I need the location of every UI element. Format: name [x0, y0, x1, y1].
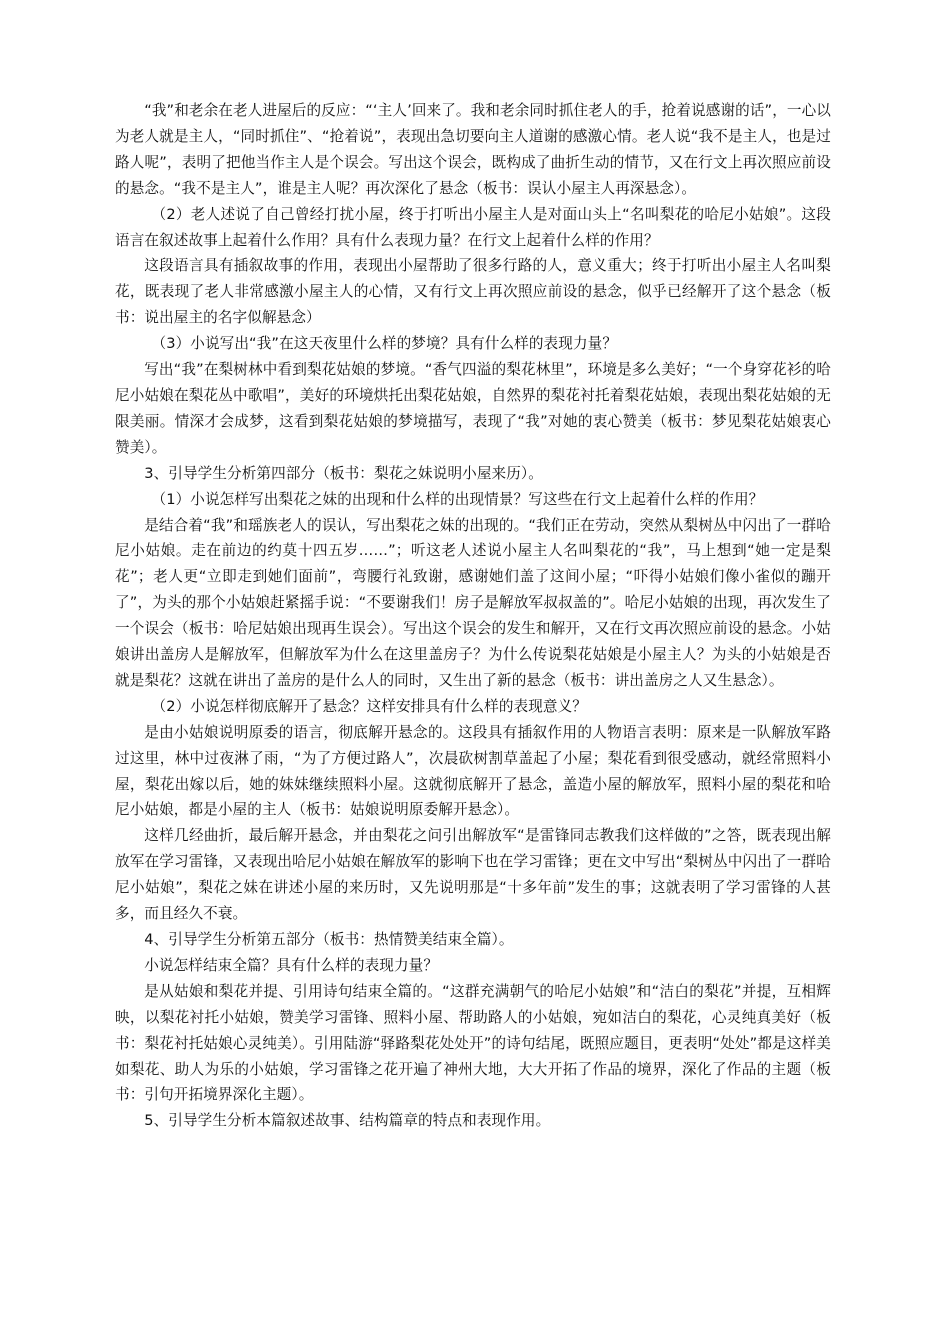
paragraph: （2）老人述说了自己曾经打扰小屋，终于打听出小屋主人是对面山头上“名叫梨花的哈尼小姑娘”。这段语言在叙述故事上起着什么作用？具有什么表现力量？在行文上起着什么样的作用？: [115, 205, 831, 249]
paragraph: 是由小姑娘说明原委的语言，彻底解开悬念的。这段具有插叙作用的人物语言表明：原来是一队解放军路过这里，林中过夜淋了雨，“为了方便过路人”，次晨砍树割草盖起了小屋；梨花看到很受感动，就经常照料小屋，梨花出嫁以后，她的妹妹继续照料小屋。这就彻底解开了悬念，盖造小屋的解放军，照料小屋的梨花和哈尼小姑娘，都是小屋的主人（板书：姑娘说明原委解开悬念）。: [115, 723, 831, 819]
paragraph: “我”和老余在老人进屋后的反应：“‘主人’回来了。我和老余同时抓住老人的手，抢着说感谢的话”，一心以为老人就是主人，“同时抓住”、“抢着说”，表现出急切要向主人道谢的感激心情。老人说“我不是主人，也是过路人呢”，表明了把他当作主人是个误会。写出这个误会，既构成了曲折生动的情节，又在行文上再次照应前设的悬念。“我不是主人”，谁是主人呢？再次深化了悬念（板书：误认小屋主人再深悬念）。: [115, 102, 831, 197]
section-heading: 5、引导学生分析本篇叙述故事、结构篇章的特点和表现作用。: [144, 1112, 551, 1130]
document-page: [115, 98, 831, 1134]
section-heading: 3、引导学生分析第四部分（板书：梨花之妹说明小屋来历）。: [144, 464, 544, 482]
paragraph: 是结合着“我”和瑶族老人的误认，写出梨花之妹的出现的。“我们正在劳动，突然从梨树丛中闪出了一群哈尼小姑娘。走在前边的约莫十四五岁……”；听这老人述说小屋主人名叫梨花的“我”，马上想到“她一定是梨花”；老人更“立即走到她们面前”，弯腰行礼致谢，感谢她们盖了这间小屋；“吓得小姑娘们像小雀似的蹦开了”，为头的那个小姑娘赶紧摇手说：“不要谢我们！房子是解放军叔叔盖的”。哈尼小姑娘的出现，再次发生了一个误会（板书：哈尼姑娘出现再生误会）。写出这个误会的发生和解开，又在行文再次照应前设的悬念。小姑娘讲出盖房人是解放军，但解放军为什么在这里盖房子？为什么传说梨花姑娘是小屋主人？为头的小姑娘是否就是梨花？这就在讲出了盖房的是什么人的同时，又生出了新的悬念（板书：讲出盖房之人又生悬念）。: [115, 516, 831, 689]
paragraph: 是从姑娘和梨花并提、引用诗句结束全篇的。“这群充满朝气的哈尼小姑娘”和“洁白的梨花”并提，互相辉映，以梨花衬托小姑娘，赞美学习雷锋、照料小屋、帮助路人的小姑娘，宛如洁白的梨花，心灵纯真美好（板书：梨花衬托姑娘心灵纯美）。引用陆游“驿路梨花处处开”的诗句结尾，既照应题目，更表明“处处”都是这样美如梨花、助人为乐的小姑娘，学习雷锋之花开遍了神州大地，大大开拓了作品的境界，深化了作品的主题（板书：引句开拓境界深化主题）。: [115, 982, 831, 1104]
paragraph: 写出“我”在梨树林中看到梨花姑娘的梦境。“香气四溢的梨花林里”，环境是多么美好；“一个身穿花衫的哈尼小姑娘在梨花丛中歌唱”，美好的环境烘托出梨花姑娘，自然界的梨花衬托着梨花姑娘，表现出梨花姑娘的无限美丽。情深才会成梦，这看到梨花姑娘的梦境描写，表现了“我”对她的衷心赞美（板书：梦见梨花姑娘衷心赞美）。: [115, 361, 831, 456]
paragraph: 小说怎样结束全篇？具有什么样的表现力量？: [144, 956, 439, 974]
section-heading: 4、引导学生分析第五部分（板书：热情赞美结束全篇）。: [144, 931, 514, 948]
paragraph: （1）小说怎样写出梨花之妹的出现和什么样的出现情景？写这些在行文上起着什么样的作用？: [151, 490, 764, 508]
paragraph: 这段语言具有插叙故事的作用，表现出小屋帮助了很多行路的人，意义重大；终于打听出小屋主人名叫梨花，既表现了老人非常感激小屋主人的心情，又有行文上再次照应前设的悬念，似乎已经解开了这个悬念（板书：说出屋主的名字似解悬念）: [115, 257, 831, 327]
paragraph: （3）小说写出“我”在这天夜里什么样的梦境？具有什么样的表现力量？: [151, 335, 618, 353]
paragraph: （2）小说怎样彻底解开了悬念？这样安排具有什么样的表现意义？: [151, 697, 588, 715]
paragraph: 这样几经曲折，最后解开悬念，并由梨花之问引出解放军“是雷锋同志教我们这样做的”之答，既表现出解放军在学习雷锋，又表现出哈尼小姑娘在解放军的影响下也在学习雷锋；更在文中写出“梨树丛中闪出了一群哈尼小姑娘”，梨花之妹在讲述小屋的来历时，又先说明那是“十多年前”发生的事；这就表明了学习雷锋的人甚多，而且经久不衰。: [115, 827, 831, 923]
